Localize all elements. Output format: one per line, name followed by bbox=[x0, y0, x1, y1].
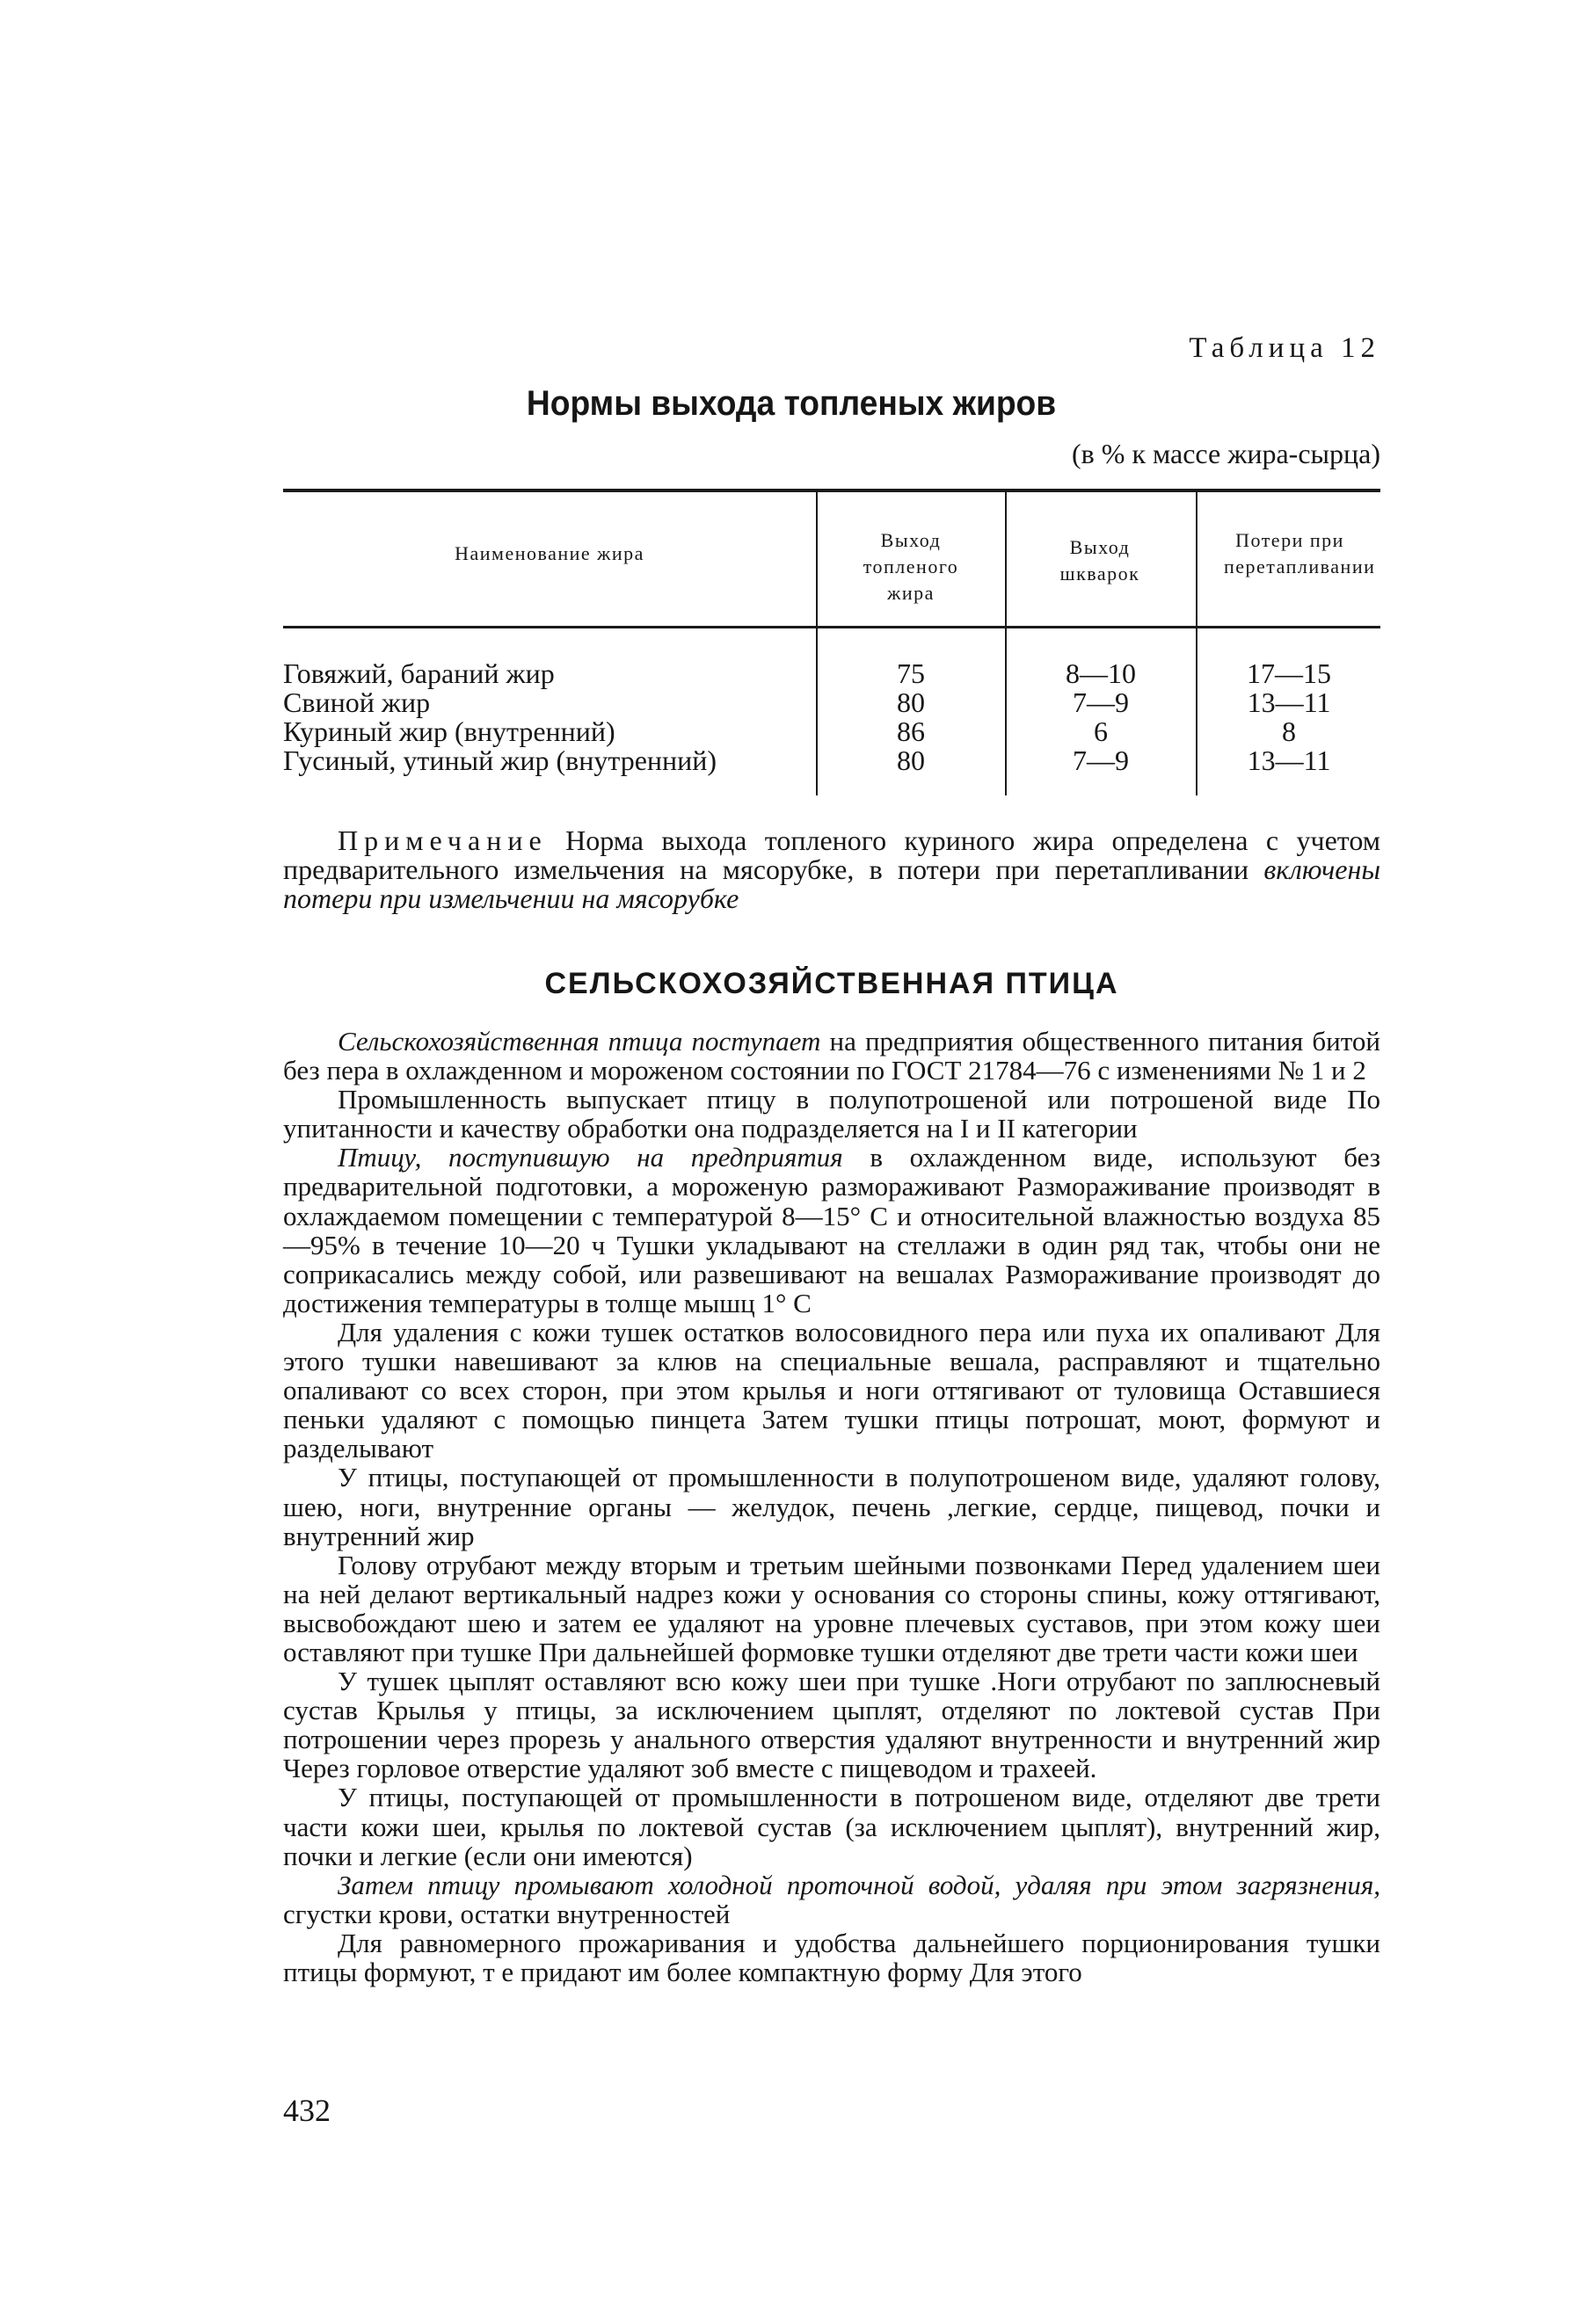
table-cell-cracklings: 7—9 bbox=[1073, 744, 1129, 776]
paragraph-text: сгустки крови, остатки внутренностей bbox=[283, 1898, 731, 1929]
table-cell-cracklings: 7—9 bbox=[1073, 686, 1129, 718]
table-header-rule bbox=[283, 626, 1380, 628]
paragraph-text: Промышленность выпускает птицу в полупотрошеной или потрошеной виде По упитанности и качеству обработки она подразделяется на I и II категории bbox=[283, 1084, 1380, 1144]
table-top-rule bbox=[283, 489, 1380, 492]
paragraph-text: Для удаления с кожи тушек остатков волосовидного пера или пуха их опаливают Для этого тушки навешивают за клюв на специальные вешала, расправляют и тщательно опаливают со всех сторон, при этом крылья и ноги оттягивают от туловища Оставшиеся пеньки удаляют с помощью пинцета Затем тушки птицы потрошат, моют, формуют и разделывают bbox=[283, 1316, 1380, 1464]
footnote-italic-text: включены потери при измельчении на мясорубке bbox=[283, 853, 1380, 914]
paragraph bbox=[283, 1085, 1380, 1143]
paragraph-text: Для равномерного прожаривания и удобства дальнейшего порционирования тушки птицы формуют, т е придают им более компактную форму Для этого bbox=[283, 1927, 1380, 1987]
table-row-name: Куриный жир (внутренний) bbox=[283, 715, 615, 747]
paragraph bbox=[283, 1928, 1380, 1986]
table-cell-yield: 80 bbox=[897, 686, 925, 718]
table-cell-cracklings: 6 bbox=[1094, 715, 1108, 747]
paragraph bbox=[283, 1318, 1380, 1463]
table-cell-yield: 80 bbox=[897, 744, 925, 776]
header-rendered-fat-yield: Выход топленого жира bbox=[863, 529, 959, 604]
table-cell-losses: 13—11 bbox=[1247, 744, 1331, 776]
paragraph bbox=[283, 1870, 1380, 1928]
table-cell-losses: 8 bbox=[1282, 715, 1296, 747]
footnote-text: Норма выхода топленого куриного жира определена с учетом предварительного измельчения на мясорубке, в потери при перетапливании bbox=[283, 824, 1381, 885]
table-cell-yield: 75 bbox=[897, 657, 925, 689]
table-title: Нормы выхода топленых жиров bbox=[526, 384, 1057, 423]
paragraph-italic-lead: Затем птицу промывают холодной проточной водой, удаляя при этом загрязнения, bbox=[338, 1869, 1380, 1900]
table-label: Таблица 12 bbox=[1189, 332, 1380, 364]
table-unit-note: (в % к массе жира-сырца) bbox=[1072, 438, 1380, 469]
header-cracklings-yield: Выход шкварок bbox=[1059, 536, 1140, 585]
paragraph bbox=[283, 1143, 1380, 1318]
paragraph bbox=[283, 1027, 1380, 1085]
paragraph-text: в охлажденном виде, используют без предварительной подготовки, а мороженую размораживают Размораживание производят в охлаждаемом помещении с температурой 8—15° С и относительной влажностью воздуха 85—95% в течение 10—20 ч Тушки укладывают на стеллажи в один ряд так, чтобы они не соприкасались между собой, или развешивают на вешалах Размораживание производят до достижения температуры в толще мышц 1° С bbox=[283, 1142, 1380, 1318]
paragraph-text: У птицы, поступающей от промышленности в потрошеном виде, отделяют две трети части кожи шеи, крылья по локтевой сустав (за исключением цыплят), внутренний жир, почки и легкие (если они имеются) bbox=[283, 1782, 1380, 1871]
page-number: 432 bbox=[283, 2093, 331, 2128]
table-footnote bbox=[283, 826, 1380, 913]
table-cell-losses: 17—15 bbox=[1247, 657, 1331, 689]
table-cell-cracklings: 8—10 bbox=[1066, 657, 1136, 689]
paragraph-text: Голову отрубают между вторым и третьим шейными позвонками Перед удалением шеи на ней делают вертикальный надрез кожи у основания со стороны спины, кожу оттягивают, высвобождают шею и затем ее удаляют на уровне плечевых суставов, при этом кожу шеи оставляют при тушке При дальнейшей формовке тушки отделяют две трети части кожи шеи bbox=[283, 1549, 1380, 1667]
paragraph bbox=[283, 1667, 1380, 1783]
paragraph bbox=[283, 1551, 1380, 1667]
table-row-name: Свиной жир bbox=[283, 686, 431, 718]
paragraph-text: на предприятия общественного питания битой без пера в охлажденном и мороженом состоянии по ГОСТ 21784—76 с изменениями № 1 и 2 bbox=[283, 1026, 1380, 1086]
paragraph-italic-lead: Сельскохозяйственная птица поступает bbox=[338, 1026, 821, 1057]
table-cell-yield: 86 bbox=[897, 715, 925, 747]
header-fat-name: Наименование жира bbox=[455, 542, 644, 564]
paragraph bbox=[283, 1463, 1380, 1550]
footnote-label: Примечание bbox=[338, 824, 548, 856]
paragraph-text: У тушек цыплят оставляют всю кожу шеи при тушке .Ноги отрубают по заплюсневый сустав Крылья у птицы, за исключением цыплят, отделяют по локтевой сустав При потрошении через прорезь у анального отверстия удаляют внутренности и внутренний жир Через горловое отверстие удаляют зоб вместе с пищеводом и трахеей. bbox=[283, 1666, 1380, 1784]
paragraph-italic-lead: Птицу, поступившую на предприятия bbox=[338, 1142, 843, 1173]
section-heading: СЕЛЬСКОХОЗЯЙСТВЕННАЯ ПТИЦА bbox=[544, 967, 1119, 1000]
body-text bbox=[283, 1027, 1380, 1986]
table-row-name: Говяжий, бараний жир bbox=[283, 657, 555, 689]
paragraph bbox=[283, 1783, 1380, 1870]
table-row-name: Гусиный, утиный жир (внутренний) bbox=[283, 744, 717, 776]
paragraph-text: У птицы, поступающей от промышленности в полупотрошеном виде, удаляют голову, шею, ноги, внутренние органы — желудок, печень ,легкие, сердце, пищевод, почки и внутренний жир bbox=[283, 1462, 1380, 1551]
header-rendering-losses: Потери при перетапливании bbox=[1224, 529, 1376, 577]
table-cell-losses: 13—11 bbox=[1247, 686, 1331, 718]
